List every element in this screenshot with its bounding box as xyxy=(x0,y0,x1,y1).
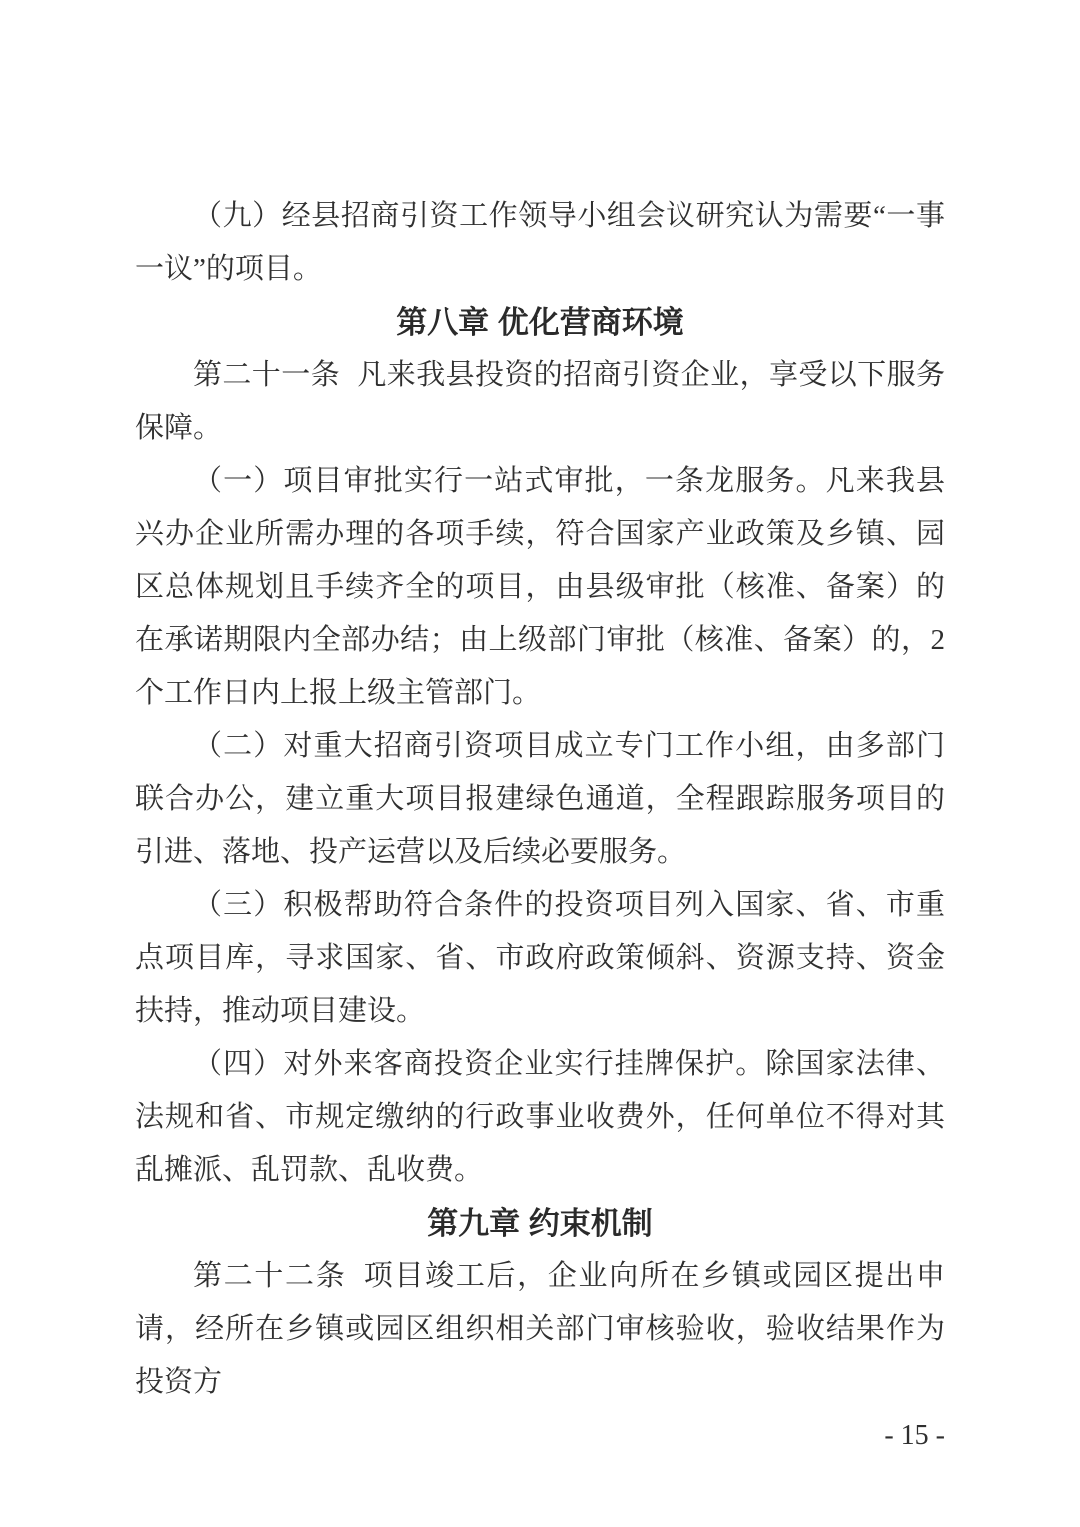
paragraph-article-21 xyxy=(135,349,945,455)
article-22-text: 项目竣工后，企业向所在乡镇或园区提出申请，经所在乡镇或园区组织相关部门审核验收，验收结果作为投资方 xyxy=(135,1260,945,1398)
chapter-heading-9: 第九章 约束机制 xyxy=(427,1206,653,1241)
paragraph-item-9: （九）经县招商引资工作领导小组会议研究认为需要“一事一议”的项目。 xyxy=(135,200,945,285)
paragraph-article-22 xyxy=(135,1250,945,1409)
paragraph-item-2: （二）对重大招商引资项目成立专门工作小组，由多部门联合办公，建立重大项目报建绿色通道，全程跟踪服务项目的引进、落地、投产运营以及后续必要服务。 xyxy=(135,730,945,868)
paragraph-item-3: （三）积极帮助符合条件的投资项目列入国家、省、市重点项目库，寻求国家、省、市政府政策倾斜、资源支持、资金扶持，推动项目建设。 xyxy=(135,889,945,1027)
paragraph-item-1: （一）项目审批实行一站式审批，一条龙服务。凡来我县兴办企业所需办理的各项手续，符合国家产业政策及乡镇、园区总体规划且手续齐全的项目，由县级审批（核准、备案）的在承诺期限内全部办结；由上级部门审批（核准、备案）的，2 个工作日内上报上级主管部门。 xyxy=(135,465,945,709)
page-number: - 15 - xyxy=(884,1420,945,1451)
article-21-text: 凡来我县投资的招商引资企业，享受以下服务保障。 xyxy=(135,359,945,444)
chapter-heading-8: 第八章 优化营商环境 xyxy=(396,305,684,340)
article-21-lead: 第二十一条 xyxy=(193,359,340,391)
article-22-lead: 第二十二条 xyxy=(193,1260,347,1292)
paragraph-item-4: （四）对外来客商投资企业实行挂牌保护。除国家法律、法规和省、市规定缴纳的行政事业收费外，任何单位不得对其乱摊派、乱罚款、乱收费。 xyxy=(135,1048,945,1186)
